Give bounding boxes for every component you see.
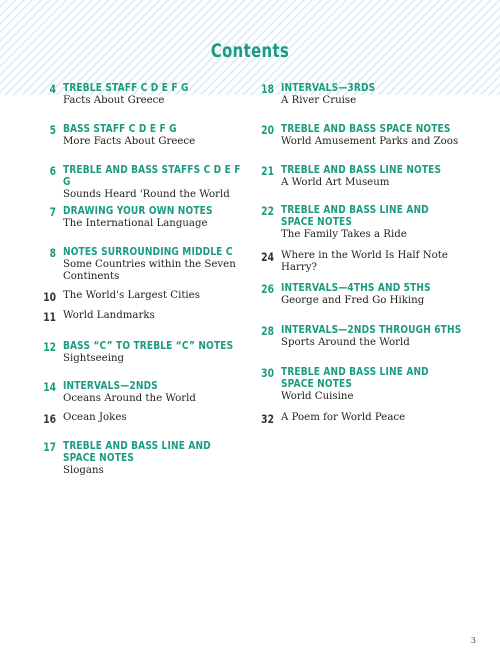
toc-entry-text xyxy=(63,380,248,405)
toc-heading: INTERVALS—4THS AND 5THS xyxy=(281,281,431,294)
toc-entry-text xyxy=(281,123,466,148)
toc-entry-text xyxy=(63,205,248,230)
toc-entry-text xyxy=(281,250,466,274)
page-title: Contents xyxy=(210,40,290,62)
toc-entry-text xyxy=(281,82,466,107)
toc-page-number: 22 xyxy=(261,204,274,218)
toc-subtitle: The International Language xyxy=(63,218,208,229)
toc-page-number: 4 xyxy=(49,82,56,96)
toc-heading: TREBLE STAFF C D E F G xyxy=(63,81,189,94)
toc-subtitle: A River Cruise xyxy=(281,95,357,106)
toc-entry-text xyxy=(281,412,466,424)
toc-subtitle: World Cuisine xyxy=(281,391,354,402)
toc-page-number: 17 xyxy=(43,440,56,454)
toc-entry-text xyxy=(63,123,248,148)
toc-page-number: 11 xyxy=(43,310,56,324)
toc-subtitle: A Poem for World Peace xyxy=(281,412,406,423)
toc-subtitle: A World Art Museum xyxy=(281,177,390,188)
toc-subtitle: Facts About Greece xyxy=(63,95,165,106)
toc-subtitle: World Landmarks xyxy=(63,310,155,321)
toc-heading: BASS STAFF C D E F G xyxy=(63,122,177,135)
toc-page-number: 6 xyxy=(49,164,56,178)
toc-page-number: 12 xyxy=(43,340,56,354)
toc-entry-text xyxy=(63,340,248,365)
toc-subtitle: Where in the World Is Half Note Harry? xyxy=(281,250,448,273)
toc-subtitle: The Family Takes a Ride xyxy=(281,229,407,240)
toc-page-number: 30 xyxy=(261,366,274,380)
toc-page-number: 32 xyxy=(261,412,274,426)
toc-subtitle: Sounds Heard 'Round the World xyxy=(63,189,230,200)
toc-subtitle: The World's Largest Cities xyxy=(63,290,200,301)
toc-entry-text xyxy=(281,164,466,189)
toc-heading: TREBLE AND BASS SPACE NOTES xyxy=(281,122,451,135)
toc-subtitle: Some Countries within the Seven Continents xyxy=(63,259,236,282)
toc-entry-text xyxy=(63,290,248,302)
toc-heading: BASS “C” TO TREBLE “C” NOTES xyxy=(63,339,234,352)
toc-entry-text xyxy=(281,324,466,349)
toc-page-number: 21 xyxy=(261,164,274,178)
toc-heading: TREBLE AND BASS LINE AND SPACE NOTES xyxy=(63,439,211,464)
toc-entry-text xyxy=(63,82,248,107)
toc-entry-text xyxy=(281,204,466,241)
toc-heading: TREBLE AND BASS STAFFS C D E F G xyxy=(63,163,241,188)
toc-heading: TREBLE AND BASS LINE AND SPACE NOTES xyxy=(281,365,429,390)
toc-heading: TREBLE AND BASS LINE AND SPACE NOTES xyxy=(281,203,429,228)
toc-subtitle: Slogans xyxy=(63,465,104,476)
toc-subtitle: George and Fred Go Hiking xyxy=(281,295,425,306)
toc-subtitle: Oceans Around the World xyxy=(63,393,196,404)
toc-heading: INTERVALS—2NDS THROUGH 6THS xyxy=(281,323,462,336)
toc-heading: DRAWING YOUR OWN NOTES xyxy=(63,204,213,217)
toc-page-number: 28 xyxy=(261,324,274,338)
toc-entry-text xyxy=(63,310,248,322)
toc-heading: TREBLE AND BASS LINE NOTES xyxy=(281,163,442,176)
toc-entry-text xyxy=(63,164,248,201)
toc-page-number: 26 xyxy=(261,282,274,296)
toc-subtitle: Ocean Jokes xyxy=(63,412,127,423)
toc-entry-text xyxy=(63,440,248,477)
toc-subtitle: World Amusement Parks and Zoos xyxy=(281,136,459,147)
toc-entry-text xyxy=(281,366,466,403)
toc-heading: INTERVALS—3RDS xyxy=(281,81,376,94)
toc-page-number: 10 xyxy=(43,290,56,304)
toc-subtitle: More Facts About Greece xyxy=(63,136,196,147)
toc-subtitle: Sightseeing xyxy=(63,353,125,364)
toc-page-number: 14 xyxy=(43,380,56,394)
toc-entry-text xyxy=(63,412,248,424)
toc-page-number: 7 xyxy=(49,205,56,219)
toc-page-number: 5 xyxy=(49,123,56,137)
toc-page-number: 18 xyxy=(261,82,274,96)
toc-heading: NOTES SURROUNDING MIDDLE C xyxy=(63,245,233,258)
toc-heading: INTERVALS—2NDS xyxy=(63,379,158,392)
toc-page-number: 20 xyxy=(261,123,274,137)
toc-page-number: 16 xyxy=(43,412,56,426)
page-number: 3 xyxy=(470,636,476,645)
toc-entry-text xyxy=(281,282,466,307)
toc-page-number: 24 xyxy=(261,250,274,264)
toc-entry-text xyxy=(63,246,248,283)
toc-page-number: 8 xyxy=(49,246,56,260)
toc-subtitle: Sports Around the World xyxy=(281,337,410,348)
